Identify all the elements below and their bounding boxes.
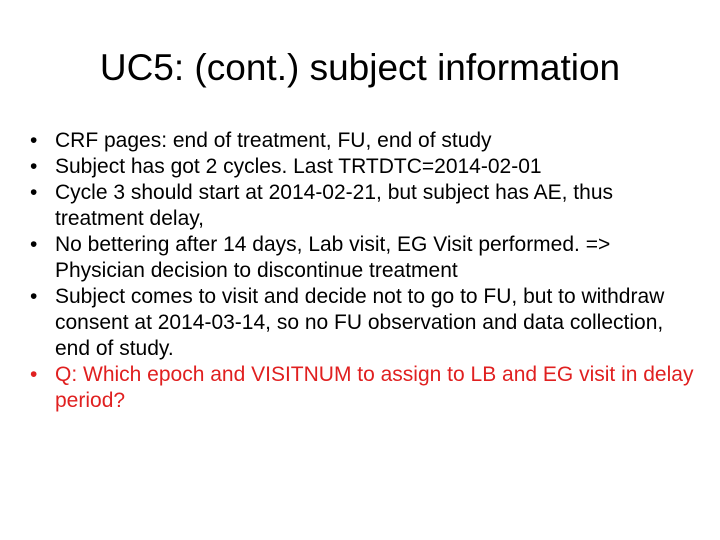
slide-title: UC5: (cont.) subject information <box>99 47 621 88</box>
question-bullet <box>30 362 700 414</box>
bullet-dot-icon: • <box>30 363 38 386</box>
bullet-text: Subject comes to visit and decide not to go to FU, but to withdraw consent at 2014-03-14, so no FU observation and data collection, end of study. <box>55 285 665 360</box>
bullet-text: No bettering after 14 days, Lab visit, EG Visit performed. => Physician decision to discontinue treatment <box>55 233 611 282</box>
bullet-dot-icon: • <box>30 181 38 204</box>
bullet-item <box>30 128 700 154</box>
question-text: Q: Which epoch and VISITNUM to assign to LB and EG visit in delay period? <box>55 363 694 412</box>
bullet-text: Subject has got 2 cycles. Last TRTDTC=2014-02-01 <box>55 155 542 178</box>
bullet-dot-icon: • <box>30 233 38 256</box>
bullet-item <box>30 284 700 362</box>
bullet-item <box>30 154 700 180</box>
bullet-dot-icon: • <box>30 155 38 178</box>
bullet-text: Cycle 3 should start at 2014-02-21, but subject has AE, thus treatment delay, <box>55 181 613 230</box>
bullet-dot-icon: • <box>30 285 38 308</box>
bullet-item <box>30 180 700 232</box>
bullet-list <box>30 128 700 414</box>
bullet-item <box>30 232 700 284</box>
bullet-text: CRF pages: end of treatment, FU, end of study <box>55 129 492 152</box>
bullet-dot-icon: • <box>30 129 38 152</box>
